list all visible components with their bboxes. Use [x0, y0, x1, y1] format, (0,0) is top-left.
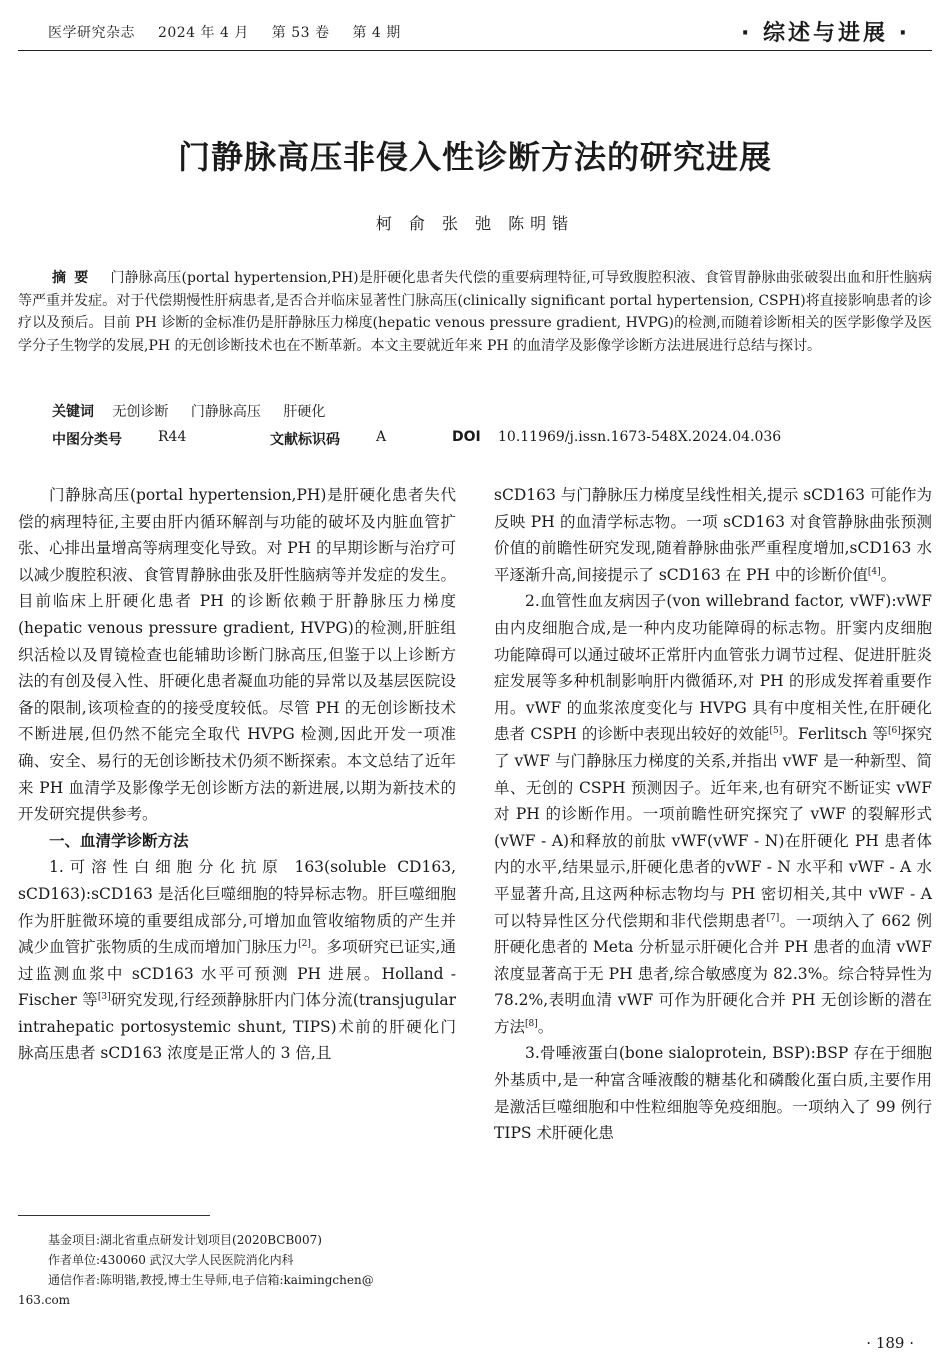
text: 1.可溶性白细胞分化抗原 163(soluble CD163, sCD163):sCD163 是活化巨噬细胞的特异标志物。肝巨噬细胞作为肝脏微环境的重要组成部分,可增加血管收缩物质的产生并减少血管扩张物质的生成而增加门脉压力	[18, 858, 456, 957]
text: 。	[537, 1017, 554, 1036]
header-divider	[18, 50, 932, 51]
keyword: 无创诊断	[112, 404, 169, 420]
doc-code-label: 文献标识码	[270, 432, 340, 448]
text: 。Ferlitsch 等	[782, 725, 888, 744]
paragraph-scd163-cont	[494, 482, 932, 588]
abstract-label: 摘要	[52, 270, 97, 286]
keyword: 肝硬化	[283, 404, 326, 420]
footnote-divider	[18, 1215, 210, 1216]
body-column-left	[18, 482, 456, 1067]
publication-date: 2024 年 4 月	[157, 25, 249, 41]
corresponding-author-note-cont: 163.com	[18, 1293, 71, 1307]
keywords-label: 关键词	[52, 404, 94, 420]
citation[interactable]: [3]	[97, 992, 111, 1003]
author-list: 柯 俞 张 弛 陈明锴	[375, 214, 575, 233]
text: 。一项纳入了 662 例肝硬化患者的 Meta 分析显示肝硬化合并 PH 患者的血清 vWF 浓度显著高于无 PH 患者,综合敏感度为 82.3%。综合特异性为 78.2%,表明血清 vWF 可作为肝硬化合并 PH 无创诊断的潜在方法	[494, 911, 932, 1036]
text: 。	[880, 565, 897, 584]
clc-value: R44	[158, 429, 187, 445]
keyword: 门静脉高压	[190, 404, 261, 420]
paragraph-bsp: 3.骨唾液蛋白(bone sialoprotein, BSP):BSP 存在于细胞外基质中,是一种富含唾液酸的糖基化和磷酸化蛋白质,主要作用是激活巨噬细胞和中性粒细胞等免疫细胞。一项纳入了 99 例行 TIPS 术肝硬化患	[494, 1044, 932, 1143]
page-number: · 189 ·	[866, 1334, 914, 1352]
text: 研究发现,行经颈静脉肝内门体分流(transjugular intrahepatic portosystemic shunt, TIPS)术前的肝硬化门脉高压患者 sCD163 浓度是正常人的 3 倍,且	[18, 991, 457, 1063]
journal-header	[48, 22, 419, 42]
intro-paragraph: 门静脉高压(portal hypertension,PH)是肝硬化患者失代偿的病理特征,主要由肝内循环解剖与功能的破坏及内脏血管扩张、心排出量增高等病理变化导致。对 PH 的早期诊断与治疗可以减少腹腔积液、食管胃静脉曲张及肝性脑病等并发症的发生。目前临床上肝硬化患者 PH 的诊断依赖于肝静脉压力梯度(hepatic venous pressure gradient, HVPG)的检测,肝脏组织活检以及胃镜检查也能辅助诊断门脉高压,但鉴于以上诊断方法的有创及侵入性、肝硬化患者凝血功能的异常以及基层医院设备的限制,该项检查的的接受度较低。尽管 PH 的无创诊断技术不断进展,但仍然不能完全取代 HVPG 检测,因此开发一项准确、安全、易行的无创诊断技术仍须不断探索。本文总结了近年来 PH 血清学及影像学无创诊断方法的新进展,以期为新技术的开发研究提供参考。	[18, 486, 456, 824]
abstract-text: 门静脉高压(portal hypertension,PH)是肝硬化患者失代偿的重要病理特征,可导致腹腔积液、食管胃静脉曲张破裂出血和肝性脑病等严重并发症。对于代偿期慢性肝病患者,是否合并临床显著性门脉高压(clinically significant portal hypertension, CSPH)将直接影响患者的诊疗以及预后。目前 PH 诊断的金标准仍是肝静脉压力梯度(hepatic venous pressure gradient, HVPG)的检测,而随着诊断相关的医学影像学及医学分子生物学的发展,PH 的无创诊断技术也在不断革新。本文主要就近年来 PH 的血清学及影像学诊断方法进展进行总结与探讨。	[18, 270, 932, 354]
journal-name: 医学研究杂志	[48, 25, 135, 41]
section-tag: · 综述与进展 ·	[740, 21, 910, 46]
doi-label: DOI	[452, 429, 481, 445]
citation[interactable]: [5]	[769, 726, 783, 737]
citation[interactable]: [4]	[867, 566, 881, 577]
paragraph-vwf	[494, 588, 932, 1040]
footnotes	[18, 1230, 458, 1310]
corresponding-author-note: 通信作者:陈明锴,教授,博士生导师,电子信箱:kaimingchen@	[48, 1273, 374, 1287]
clc-label: 中图分类号	[52, 432, 122, 448]
keywords	[52, 401, 343, 421]
issue: 第 4 期	[352, 25, 401, 41]
volume: 第 53 卷	[271, 25, 330, 41]
citation[interactable]: [6]	[887, 726, 901, 737]
paragraph-scd163	[18, 854, 456, 1067]
citation[interactable]: [8]	[525, 1018, 538, 1029]
text: 。多项研究已证实,通过监测血浆中 sCD163 水平可预测 PH 进展。Holland - Fischer 等	[18, 938, 456, 1010]
text: 探究了 vWF 与门静脉压力梯度的关系,并指出 vWF 是一种新型、简单、无创的 CSPH 预测因子。近年来,也有研究不断证实 vWF 对 PH 的诊断作用。一项前瞻性研究探究了 vWF 的裂解形式(vWF - A)和释放的前肽 vWF(vWF - N)在肝硬化 PH 患者体内的水平,结果显示,肝硬化患者的vWF - N 水平和 vWF - A 水平显著升高,且这两种标志物均与 PH 密切相关,其中 vWF - A 可以特异性区分代偿期和非代偿期患者	[494, 725, 932, 930]
funding-note: 基金项目:湖北省重点研发计划项目(2020BCB007)	[48, 1233, 322, 1247]
doc-code-value: A	[376, 429, 387, 445]
article-title: 门静脉高压非侵入性诊断方法的研究进展	[177, 138, 772, 176]
text: sCD163 与门静脉压力梯度呈线性相关,提示 sCD163 可能作为反映 PH 的血清学标志物。一项 sCD163 对食管静脉曲张预测价值的前瞻性研究发现,随着静脉曲张严重程度增加,sCD163 水平逐渐升高,间接提示了 sCD163 在 PH 中的诊断价值	[494, 486, 932, 584]
body-column-right	[494, 482, 932, 1147]
affiliation-note: 作者单位:430060 武汉大学人民医院消化内科	[48, 1253, 294, 1267]
citation[interactable]: [7]	[766, 912, 780, 923]
abstract	[18, 267, 932, 357]
citation[interactable]: [2]	[298, 938, 311, 949]
doi-value: 10.11969/j.issn.1673-548X.2024.04.036	[498, 429, 782, 445]
section-heading: 一、血清学诊断方法	[49, 831, 189, 850]
text: 2.血管性血友病因子(von willebrand factor, vWF):vWF 由内皮细胞合成,是一种内皮功能障碍的标志物。肝窦内皮细胞功能障碍可以通过破坏正常肝内血管张力调节过程、促进肝脏炎症发展等多种机制影响肝内微循环,对 PH 的形成发挥着重要作用。vWF 的血浆浓度变化与 HVPG 具有中度相关性,在肝硬化患者 CSPH 的诊断中表现出较好的效能	[494, 592, 932, 744]
